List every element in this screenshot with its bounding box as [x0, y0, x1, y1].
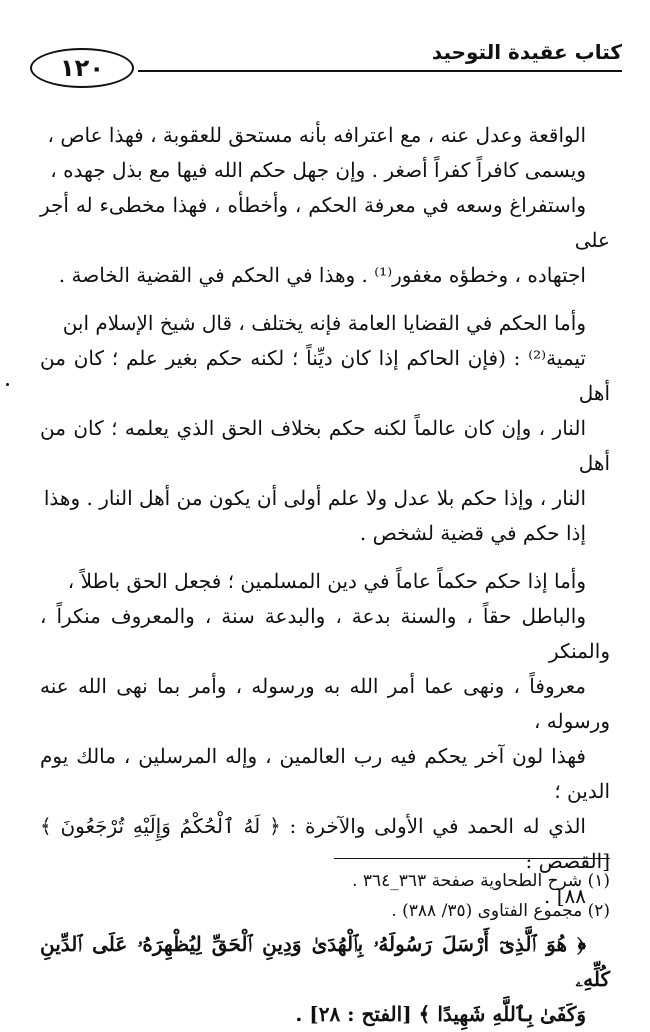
quran-verse [40, 927, 610, 1032]
text-line: اجتهاده ، وخطؤه مغفور⁽¹⁾ . وهذا في الحكم في القضية الخاصة . [58, 263, 586, 287]
text-line: واستفراغ وسعه في معرفة الحكم ، وأخطأه ، فهذا مخطىء له أجر على [40, 193, 610, 252]
page-number: ١٢٠ [30, 48, 134, 88]
text-line: ويسمى كافراً كفراً أصغر . وإن جهل حكم الله فيها مع بذل جهده ، [50, 158, 586, 182]
text-line: تيمية⁽²⁾ : (فإن الحاكم إذا كان ديِّناً ؛ لكنه حكم بغير علم ؛ كان من أهل [40, 346, 610, 405]
verse-line: ﴿ هُوَ ٱلَّذِىٓ أَرْسَلَ رَسُولَهُۥ بِٱلْهُدَىٰ وَدِينِ ٱلْحَقِّ لِيُظْهِرَهُۥ عَلَى ٱلدِّينِ كُلِّهِۦ [40, 932, 610, 991]
text-line: وأما الحكم في القضايا العامة فإنه يختلف ، قال شيخ الإسلام ابن [62, 311, 586, 335]
text-line: إذا حكم في قضية لشخص . [359, 521, 586, 545]
text-line: النار ، وإذا حكم بلا عدل ولا علم أولى أن يكون من أهل النار . وهذا [43, 486, 586, 510]
margin-dot [6, 383, 9, 386]
header-rule [138, 70, 622, 72]
page-header [28, 36, 622, 82]
text-line: وأما إذا حكم حكماً عاماً في دين المسلمين ؛ فجعل الحق باطلاً ، [67, 569, 586, 593]
text-line: الواقعة وعدل عنه ، مع اعترافه بأنه مستحق للعقوبة ، فهذا عاص ، [47, 123, 586, 147]
text-line: ٨٨] . [543, 884, 586, 908]
footnote: (١) شرح الطحاوية صفحة ٣٦٣_٣٦٤ . [352, 871, 610, 891]
text-line: فهذا لون آخر يحكم فيه رب العالمين ، وإله المرسلين ، مالك يوم الدين ؛ [40, 744, 610, 803]
footnote-rule [334, 858, 610, 859]
text-line: الذي له الحمد في الأولى والآخرة : ﴿ لَهُ ٱلْحُكْمُ وَإِلَيْهِ تُرْجَعُونَ ﴾ [القصص : [40, 814, 610, 873]
footnote: (٢) مجموع الفتاوى (٣٥/ ٣٨٨) . [391, 901, 610, 921]
verse-line: وَكَفَىٰ بِٱللَّهِ شَهِيدًا ﴾ [الفتح : ٢٨] . [295, 1002, 586, 1026]
paragraph [40, 118, 610, 293]
running-title: كتاب عقيدة التوحيد [431, 40, 622, 64]
text-line: والباطل حقاً ، والسنة بدعة ، والبدعة سنة ، والمعروف منكراً ، والمنكر [40, 604, 610, 663]
footnotes [40, 866, 610, 926]
paragraph [40, 306, 610, 551]
text-line: معروفاً ، ونهى عما أمر الله به ورسوله ، وأمر بما نهى الله عنه ورسوله ، [40, 674, 610, 733]
text-line: النار ، وإن كان عالماً لكنه حكم بخلاف الحق الذي يعلمه ؛ كان من أهل [40, 416, 610, 475]
paragraph [40, 564, 610, 914]
